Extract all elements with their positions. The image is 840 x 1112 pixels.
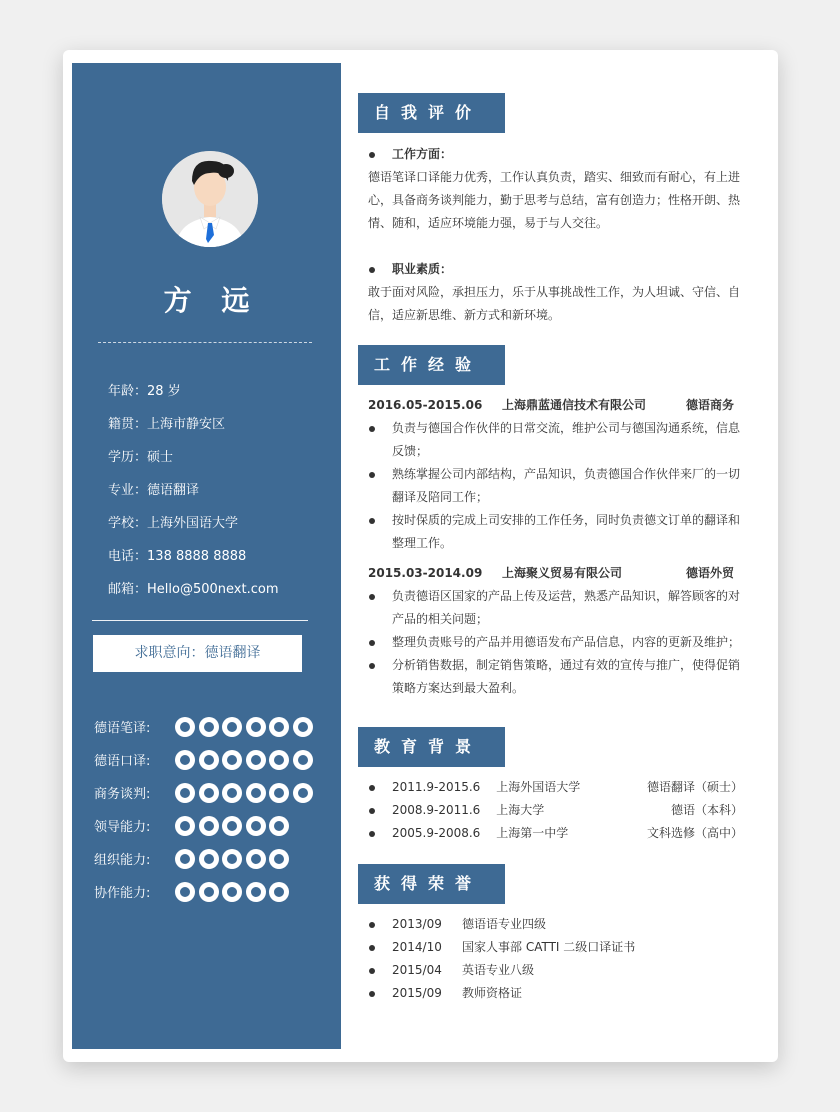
- rating-dot: [175, 783, 195, 803]
- rating-dot: [222, 783, 242, 803]
- skill-rating: [175, 750, 316, 770]
- rating-dot: [199, 816, 219, 836]
- rating-dot: [199, 882, 219, 902]
- divider: [92, 620, 308, 621]
- rating-dot: [222, 816, 242, 836]
- rating-dot: [246, 783, 266, 803]
- info-key: 年龄: [108, 384, 135, 399]
- rating-dot: [246, 816, 266, 836]
- skill-row: [94, 875, 316, 908]
- job-company: 上海鼎蓝通信技术有限公司: [502, 398, 647, 412]
- job-period: 2016.05-2015.06: [368, 398, 483, 412]
- info-value: 德语翻译: [147, 483, 200, 498]
- skill-rating: [175, 849, 293, 869]
- rating-dot: [222, 750, 242, 770]
- rating-dot: [175, 750, 195, 770]
- honor-row: [368, 982, 743, 1005]
- skill-label: 商务谈判:: [94, 787, 151, 802]
- rating-dot: [246, 882, 266, 902]
- info-key: 籍贯: [108, 417, 135, 432]
- rating-dot: [199, 717, 219, 737]
- job-role: 德语商务: [686, 398, 735, 412]
- info-row: 邮箱：Hello@500next.com: [108, 582, 279, 597]
- skill-row: [94, 809, 316, 842]
- rating-dot: [199, 783, 219, 803]
- rating-dot: [269, 717, 289, 737]
- rating-dot: [269, 783, 289, 803]
- honor-text: 英语专业八级: [462, 963, 535, 977]
- info-value: 138 8888 8888: [147, 549, 247, 564]
- dashed-divider: [98, 342, 312, 343]
- job-header: [368, 562, 743, 585]
- edu-period: 2005.9-2008.6: [392, 826, 481, 840]
- skill-rating: [175, 783, 316, 803]
- skill-row: [94, 710, 316, 743]
- skill-label: 组织能力:: [94, 853, 151, 868]
- section-title-experience: 工作经验: [358, 345, 505, 385]
- info-row: 学校：上海外国语大学: [108, 516, 239, 531]
- info-key: 邮箱: [108, 582, 135, 597]
- info-row: 籍贯：上海市静安区: [108, 417, 226, 432]
- info-key: 电话: [108, 549, 135, 564]
- rating-dot: [175, 849, 195, 869]
- info-key: 学历: [108, 450, 135, 465]
- candidate-name: 方 远: [163, 284, 260, 317]
- rating-dot: [222, 849, 242, 869]
- skill-label: 协作能力:: [94, 886, 151, 901]
- rating-dot: [246, 717, 266, 737]
- edu-school: 上海大学: [496, 803, 545, 817]
- info-key: 专业: [108, 483, 135, 498]
- info-value: 硕士: [147, 450, 174, 465]
- rating-dot: [269, 750, 289, 770]
- sidebar: [72, 63, 341, 1049]
- skills-list: [94, 710, 316, 908]
- honor-date: 2015/04: [392, 963, 442, 977]
- info-row: 电话：138 8888 8888: [108, 549, 247, 564]
- avatar: [162, 151, 258, 247]
- info-value: 上海外国语大学: [147, 516, 239, 531]
- personal-info: [108, 384, 279, 615]
- section-title-self-eval: 自我评价: [358, 93, 505, 133]
- honor-row: [368, 913, 743, 936]
- job-duty: 负责德语区国家的产品上传及运营，熟悉产品知识，解答顾客的对产品的相关问题；: [368, 585, 743, 631]
- edu-major: 德语（本科）: [670, 803, 743, 817]
- job-duty: 按时保质的完成上司安排的工作任务，同时负责德文订单的翻译和整理工作。: [368, 509, 743, 555]
- honor-row: [368, 959, 743, 982]
- job-intent: 求职意向：德语翻译: [93, 635, 302, 672]
- honor-text: 教师资格证: [462, 986, 523, 1000]
- honor-date: 2015/09: [392, 986, 442, 1000]
- edu-school: 上海第一中学: [496, 826, 569, 840]
- edu-major: 文科选修（高中）: [646, 826, 743, 840]
- edu-major: 德语翻译（硕士）: [646, 780, 743, 794]
- info-value: Hello@500next.com: [147, 582, 279, 597]
- professional-quality-heading: 职业素质：: [368, 258, 743, 281]
- rating-dot: [269, 849, 289, 869]
- rating-dot: [199, 849, 219, 869]
- honors-list: [368, 913, 743, 1005]
- job-period: 2015.03-2014.09: [368, 566, 483, 580]
- job-role: 德语外贸: [686, 566, 735, 580]
- rating-dot: [293, 783, 313, 803]
- rating-dot: [293, 717, 313, 737]
- skill-rating: [175, 717, 316, 737]
- rating-dot: [222, 882, 242, 902]
- rating-dot: [175, 816, 195, 836]
- job-duty: 分析销售数据，制定销售策略，通过有效的宣传与推广，使得促销策略方案达到最大盈利。: [368, 654, 743, 700]
- education-row: [368, 776, 743, 799]
- professional-quality-text: 敢于面对风险，承担压力，乐于从事挑战性工作，为人坦诚、守信、自信，适应新思维、新方式和新环境。: [368, 285, 741, 322]
- skill-label: 德语笔译:: [94, 721, 151, 736]
- edu-school: 上海外国语大学: [496, 780, 581, 794]
- honor-date: 2013/09: [392, 917, 442, 931]
- info-row: 专业：德语翻译: [108, 483, 200, 498]
- rating-dot: [269, 882, 289, 902]
- work-aspect-text: 德语笔译口译能力优秀，工作认真负责，踏实、细致而有耐心，有上进心，具备商务谈判能力，勤于思考与总结，富有创造力；性格开朗、热情、随和，适应环境能力强，易于与人交往。: [368, 170, 741, 230]
- job-duty: 负责与德国合作伙伴的日常交流，维护公司与德国沟通系统，信息反馈；: [368, 417, 743, 463]
- skill-label: 德语口译:: [94, 754, 151, 769]
- self-eval-content: [368, 143, 743, 327]
- job-duty: 整理负责账号的产品并用德语发布产品信息，内容的更新及维护；: [368, 631, 743, 654]
- rating-dot: [246, 750, 266, 770]
- skill-label: 领导能力:: [94, 820, 151, 835]
- honor-text: 德语语专业四级: [462, 917, 547, 931]
- honor-row: [368, 936, 743, 959]
- job-company: 上海聚义贸易有限公司: [502, 566, 623, 580]
- rating-dot: [269, 816, 289, 836]
- education-list: [368, 776, 743, 845]
- info-key: 学校: [108, 516, 135, 531]
- section-title-education: 教育背景: [358, 727, 505, 767]
- rating-dot: [222, 717, 242, 737]
- experience-content: [368, 394, 743, 700]
- info-row: 年龄：28 岁: [108, 384, 181, 399]
- work-aspect-heading: 工作方面：: [368, 143, 743, 166]
- skill-rating: [175, 882, 293, 902]
- honor-text: 国家人事部 CATTI 二级口译证书: [462, 940, 636, 954]
- skill-row: [94, 743, 316, 776]
- info-row: 学历：硕士: [108, 450, 174, 465]
- edu-period: 2008.9-2011.6: [392, 803, 481, 817]
- rating-dot: [175, 882, 195, 902]
- skill-row: [94, 842, 316, 875]
- rating-dot: [175, 717, 195, 737]
- info-value: 上海市静安区: [147, 417, 226, 432]
- skill-rating: [175, 816, 293, 836]
- job-duty: 熟练掌握公司内部结构，产品知识，负责德国合作伙伴来厂的一切翻译及陪同工作；: [368, 463, 743, 509]
- section-title-honors: 获得荣誉: [358, 864, 505, 904]
- honor-date: 2014/10: [392, 940, 442, 954]
- rating-dot: [246, 849, 266, 869]
- info-value: 28 岁: [147, 384, 181, 399]
- edu-period: 2011.9-2015.6: [392, 780, 481, 794]
- rating-dot: [293, 750, 313, 770]
- rating-dot: [199, 750, 219, 770]
- job-header: [368, 394, 743, 417]
- skill-row: [94, 776, 316, 809]
- education-row: [368, 822, 743, 845]
- education-row: [368, 799, 743, 822]
